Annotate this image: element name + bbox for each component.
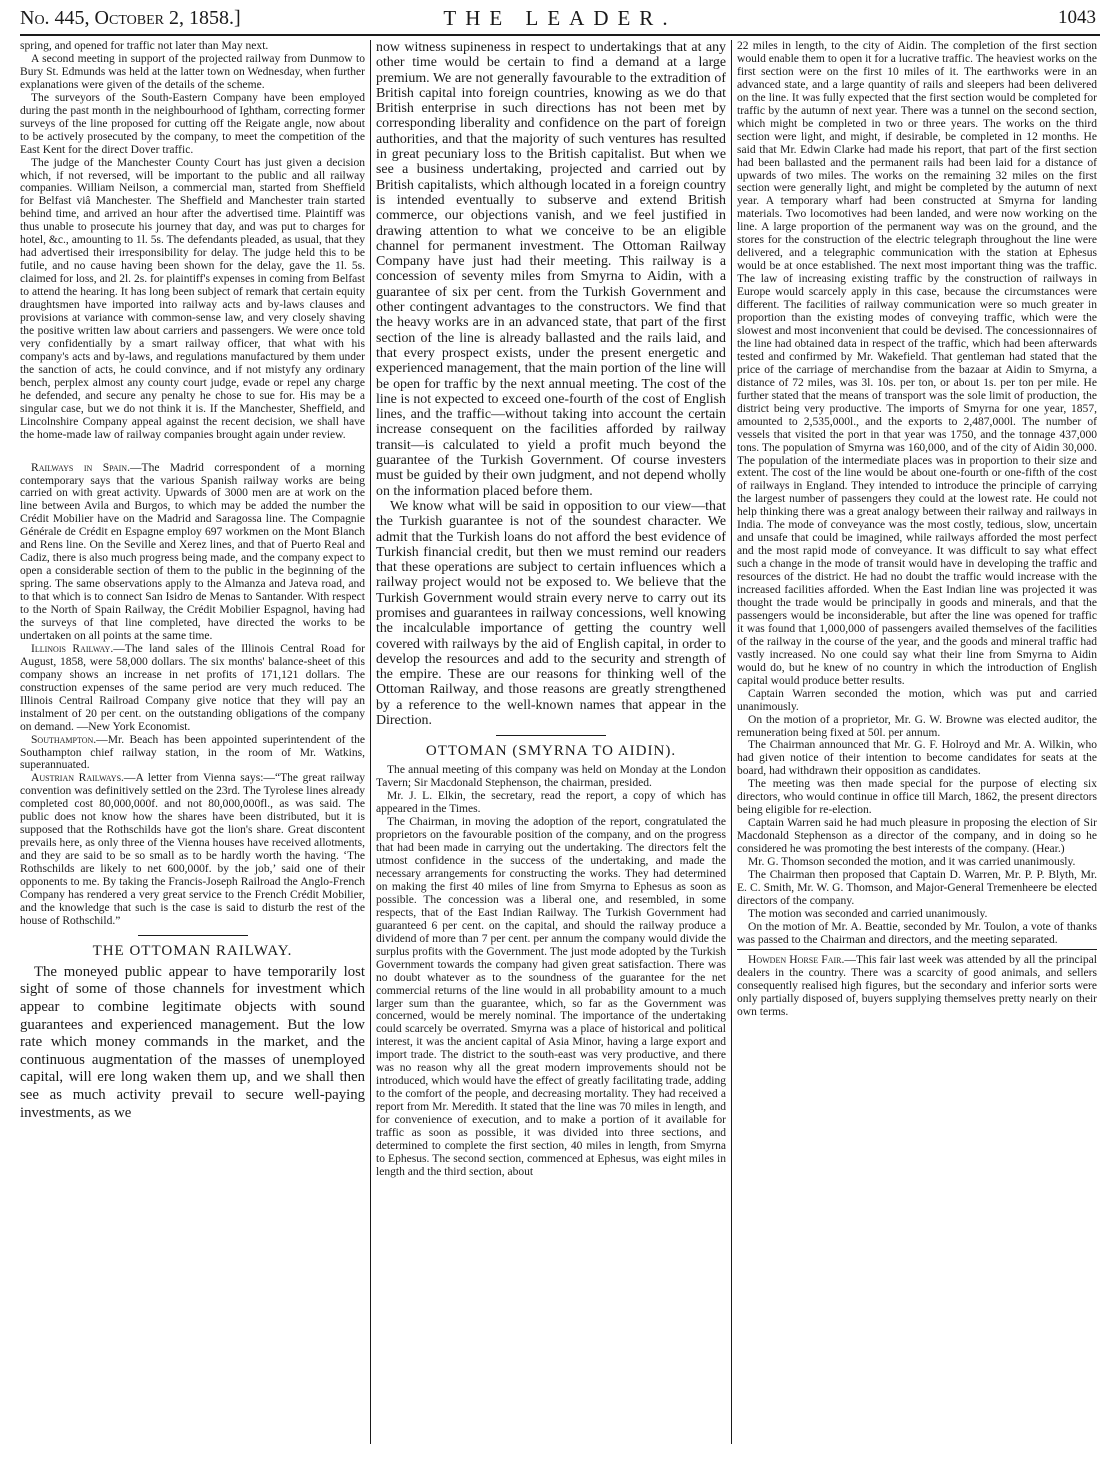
paragraph: The Chairman, in moving the adoption of the report, congratulated the proprietors on the favourable position of the company, and on the progress that had been made in carrying out the undertaking. The directors felt the utmost confidence in the success of the undertaking, and made the necessary arrangements for constructing the works. They had determined on making the first 40 miles of line from Smyrna to Ephesus as soon as possible. The concession was a liberal one, and resembled, in some respects, that of the East Indian Railway. The Turkish Government had guaranteed 6 per cent. on the capital, and should the railway produce a dividend of more than 7 per cent. per annum the company would divide the surplus profits with the Government. The just mode adopted by the Turkish Government towards the company had given great satisfaction. There was no doubt whatever as to the soundness of the guarantee for the net commercial returns of the line would in all probability amount to a much larger sum than the guarantee, which, so far as the Government was concerned, would be merely nominal. The importance of the undertaking could scarcely be overrated. Smyrna was a place of historical and political interest, it was the ancient capital of Asia Minor, having a large export and import trade. The district to the south-east was very productive, and there was no reason why all the great modern improvements should not be introduced, which would have the effect of greatly facilitating trade, adding to the comfort of the people, and decreasing mortality. They had received a report from Mr. Meredith. It stated that the line was 70 miles in length, and for convenience of execution, and to make a portion of it available for traffic as soon as possible, it was divided into three sections, and determined to complete the first section, 40 miles in length, from Smyrna to Ephesus. The second section, commenced at Ephesus, was eight miles in length and the third section, about — [376, 816, 726, 1178]
paragraph: The Chairman announced that Mr. G. F. Holroyd and Mr. A. Wilkin, who had given notice of their intention to become candidates for seats at the board, had withdrawn their opposition as candidates. — [737, 739, 1097, 778]
paragraph: now witness supineness in respect to undertakings that at any other time would be certain to find a demand at a large premium. We are not generally favourable to the extradition of British capital into foreign countries, knowing as we do that British enterprise in such directions has not been met by corresponding liberality and confidence on the part of foreign authorities, and that the majority of such ventures has resulted in great pecuniary loss to the British capitalist. But when we see a business undertaking, projected and carried out by British capitalists, which although located in a foreign country is intended eventually to subserve and extend British commerce, our objections vanish, and we feel justified in drawing attention to what we conceive to be an eligible channel for permanent investment. The Ottoman Railway Company have just had their meeting. This railway is a concession of seventy miles from Smyrna to Aidin, with a guarantee of six per cent. from the Turkish Government and other contingent advantages to the constructors. We find that the heavy works are in an advanced state, that part of the first section of the line is already ballasted and the rails laid, and that every prospect exists, under the present energetic and experienced management, that the main portion of the line will be open for traffic by the next annual meeting. The cost of the line is not expected to exceed one-fourth of the cost of English lines, and the traffic—without taking into account the certain increase consequent on the facilities afforded by railway transit—is calculated to yield a profit much beyond the guarantee of the Turkish Government. Of course investers must be guided by their own judgment, and not depend wholly on the information placed before them. — [376, 40, 726, 499]
paragraph: Captain Warren said he had much pleasure in proposing the election of Sir Macdonald Stephenson as a director of the company, and in doing so he considered he was promoting the best interests of the company. (Hear.) — [737, 817, 1097, 856]
article-body: —Mr. Beach has been appointed superintendent of the Southampton chief railway station, in the room of Mr. Watkins, superannuated. — [20, 733, 365, 772]
paragraph: Mr. G. Thomson seconded the motion, and it was carried unanimously. — [748, 856, 1076, 869]
paragraph: 22 miles in length, to the city of Aidin. The completion of the first section would enable them to open it for a lucrative traffic. The heaviest works on the first section were on the first 10 miles of it. The earthworks were in an advanced state, and a large quantity of rails and sleepers had been delivered on the line. It was fully expected that the first section would be completed for traffic by the autumn of next year. There was a tunnel on the second section, which might be completed in two or three years. The works on the third section were light, and might, if desirable, be completed in 12 months. He said that Mr. Edwin Clarke had made his report, that part of the first section had been ballasted and the permanent rails had been laid for a distance of upwards of two miles. The works on the remaining 32 miles on the first section were generally light, and might be completed by the autumn of next year. A temporary wharf had been constructed at Smyrna for landing materials. Two locomotives had been landed, and were now working on the line. A large proportion of the permanent way was on the ground, and the stores for the construction of the electric telegraph throughout the line were delivered, and a telegraphic communication with the station at Ephesus would be at once established. The next most important thing was the traffic. The law of increasing existing traffic by the construction of railways in Europe would scarcely apply in this case, because the circumstances were different. The facilities of railway communication were so much greater in proportion than the existing modes of conveying traffic, which were the slowest and most inconvenient that could be devised. The concessionnaires of the line had obtained data in respect of the traffic, which had been afterwards tested and confirmed by Mr. Wakefield. That gentleman had stated that the price of the carriage of merchandise from the bazaar at Aidin to Smyrna, a distance of 72 miles, was 3l. 10s. per ton, or about 1s. per ton per mile. He further stated that the means of transport was the sole limit of production, the district being very productive. The imports of Smyrna for one year, 1857, amounted to 2,535,000l., and the exports to 2,487,000l. The number of vessels that visited the port in that year was 1750, and the tonnage 437,000 tons. The population of Smyrna was 160,000, and of the city of Aidin 30,000. The population of the intermediate places was in proportion to their size and extent. The cost of the line would be about one-fourth or one-fifth of the cost of railways in England. They intended to introduce the principle of carrying the largest number of passengers they could at the lowest rate. He could not help thinking there was a great analogy between their railway and railways in India. The mode of conveyance was the most costly, tedious, slow, uncertain and unsafe that could be imagined, while railways afforded the most perfect and the most rapid mode of conveyance. It was difficult to say what effect such a change in the mode of transit would have in developing the traffic and resources of the district. He had no doubt the traffic would increase with the increased facilities afforded. When the East Indian line was projected it was thought the trade would be principally in goods and minerals, and that the passengers would be inconsiderable, but after the line was opened for traffic it was found that 1,000,000 of passengers availed themselves of the facilities of the railway in the course of the year, and the goods and mineral traffic had vastly increased. No one could say what their line from Smyrna to Aidin would do, but he knew of no country in which the introduction of English capital would produce better results. — [737, 40, 1097, 687]
paragraph: A second meeting in support of the projected railway from Dunmow to Bury St. Edmunds was held at the latter town on Wednesday, when further explanations were given of the details of the scheme. — [20, 52, 365, 91]
paragraph: The motion was seconded and carried unanimously. — [748, 907, 988, 920]
section-divider — [138, 935, 248, 936]
paragraph: The moneyed public appear to have temporarily lost sight of some of those channels for investment which appear to combine legitimate objects with sound guarantees and experienced management. But the low rate which money commands in the market, and the continuous augmentation of the masses of unemployed capital, will ere long waken them up, and we shall then see as much activity prevail to secure well-paying investments, as we — [20, 963, 365, 1121]
article-southampton — [20, 734, 365, 773]
article-body: —The Madrid correspondent of a morning contemporary says that the various Spanish railway works are being carried on with great activity. Upwards of 3000 men are at work on the line between Avila and Burgos, to which may be added the number the Crédit Mobilier have on the Madrid and Saragossa line. The Compagnie Générale de Crédit en Espagne employ 697 workmen on the Mont Blanch and Rens line. On the Seville and Xerez lines, and that of Puerto Real and Cadiz, there is also much progress being made, and the company expect to open a considerable section of them to the public in the beginning of the spring. The same observations apply to the Almanza and Jateva road, and to that which is to connect San Isidro de Menas to Santander. With respect to the North of Spain Railway, the Crédit Mobilier Espagnol, having had the surveys of that line completed, have directed the works to be undertaken on all points at the same time. — [20, 461, 365, 642]
section-divider — [737, 949, 1097, 950]
article-howden — [737, 954, 1097, 1019]
paragraph: spring, and opened for traffic not later than May next. — [20, 40, 269, 52]
column-rule-2 — [731, 40, 732, 1444]
issue-date: No. 445, October 2, 1858.] — [20, 7, 241, 29]
paragraph: The meeting was then made special for the purpose of electing six directors, who would continue in office till March, 1862, the present directors being eligible for re-election. — [737, 778, 1097, 817]
paragraph: The judge of the Manchester County Court has just given a decision which, if not reversed, will be important to the public and all railway companies. William Neilson, a commercial man, started from Sheffield for Belfast viâ Manchester. The Sheffield and Manchester train started behind time, and arrived an hour after the advertised time. Plaintiff was thus unable to prosecute his journey that day, and was put to charges for hotel, &c., amounting to 1l. 5s. The defendants pleaded, as usual, that they had advertised their irresponsibility for delay. The judge held this to be futile, and no cause having been shown for the delay, gave the 1l. 5s. claimed for loss, and 2l. 2s. for plaintiff's expenses in coming from Belfast to attend the hearing. It has long been subject of remark that certain equity draughtsmen have imported into railway acts and by-laws clauses and provisions at variance with common-sense law, and very closely shaving the positive written law about carriers and passengers. We were once told very confidentially by a smart railway officer, that what with his company's acts and by-laws, and regulations manufactured by them under the sanction of acts, he could convince, and if not mistyfy any ordinary bench, perplex almost any county court judge, evade or repel any charge he defended, and secure any penalty he chose to sue for. His may be a singular case, but we do not think it is. If the Manchester, Sheffield, and Lincolnshire Company appeal against the recent decision, we shall have the home-made law of railway companies brought again under review. — [20, 156, 365, 441]
paragraph: Mr. J. L. Elkin, the secretary, read the report, a copy of which has appeared in the Times. — [376, 790, 726, 816]
section-heading-smyrna-aidin: OTTOMAN (SMYRNA TO AIDIN). — [425, 743, 677, 760]
column-3 — [737, 40, 1097, 1446]
ottoman-railway-text — [20, 964, 365, 1122]
article-illinois — [20, 643, 365, 734]
column-rule-1 — [370, 40, 371, 1444]
paragraph: The Chairman then proposed that Captain D. Warren, Mr. P. P. Blyth, Mr. E. C. Smith, Mr. W. G. Thomson, and Major-General Tremenheere be elected directors of the company. — [737, 869, 1097, 907]
section-heading-ottoman-railway: THE OTTOMAN RAILWAY. — [92, 942, 293, 959]
article-heading: Austrian Railways. — [31, 772, 124, 785]
article-body: —A letter from Vienna says:—“The great railway convention was definitively settled on the 23rd. The Tyrolese lines already completed cost 80,000,000f. and not 80,000,000fl., as was said. The public does not know how the shares have been distributed, but it is supposed that the Rothschilds have got the lion's share. Great discontent prevails here, as only three of the Vienna houses have received allotments, and they are said to be so small as to be hardly worth the having. ‘The Rothschilds are likely to net 600,000f. by the job,’ said one of their opponents to me. By taking the Francis-Joseph Railroad the Anglo-French Company has rendered a very great service to the French Crédit Mobilier, and the knowledge that such is the case is said to disturb the rest of the house of Rothschild.” — [20, 772, 365, 927]
paragraph: On the motion of Mr. A. Beattie, seconded by Mr. Toulon, a vote of thanks was passed to the Chairman and directors, and the meeting separated. — [737, 920, 1097, 946]
section-divider — [496, 735, 606, 736]
article-body: —The land sales of the Illinois Central Road for August, 1858, were 58,000 dollars. The six months' balance-sheet of this company shows an increase in net profits of 171,121 dollars. The construction expenses of the same period are very much reduced. The Illinois Central Railroad Company give notice that they will pay an instalment of 20 per cent. on the outstanding obligations of the company on demand. —New York Economist. — [20, 642, 365, 733]
article-body: —This fair last week was attended by all the principal dealers in the country. There was a scarcity of good animals, and sellers consequently realised high figures, but the secondary and inferior sorts were only partially disposed of, buyers supplying themselves pretty nearly on their own terms. — [737, 953, 1097, 1018]
article-spain — [20, 462, 365, 643]
paragraph: We know what will be said in opposition to our view—that the Turkish guarantee is not of the soundest character. We admit that the Turkish loans do not afford the best evidence of Turkish financial credit, but then we must remind our readers that these operations are subject to certain influences which a railway project would not be exposed to. We believe that the Turkish Government would strain every nerve to carry out its promises and guarantees in railway concessions, well knowing the incalculable importance of getting the country well covered with railways by the aid of English capital, in order to develop the resources and add to the security and strength of the empire. These are our reasons for thinking well of the Ottoman Railway, and those reasons are greatly strengthened by a reference to the well-known names that appear in the Direction. — [376, 498, 726, 729]
article-heading: Illinois Railway. — [31, 642, 114, 655]
column-2 — [376, 40, 726, 1446]
paragraph: On the motion of a proprietor, Mr. G. W. Browne was elected auditor, the remuneration being fixed at 50l. per annum. — [737, 713, 1097, 739]
paragraph: Captain Warren seconded the motion, which was put and carried unanimously. — [737, 687, 1097, 713]
paragraph: The surveyors of the South-Eastern Company have been employed during the past month in the neighbourhood of Ightham, correcting former surveys of the line proposed for cutting off the Reigate angle, now about to be actively prosecuted by the company, to meet the competition of the East Kent for the direct Dover traffic. — [20, 91, 365, 156]
page-number: 1043 — [1058, 7, 1096, 28]
article-heading: Howden Horse Fair. — [748, 953, 845, 966]
ottoman-railway-continued — [376, 40, 726, 728]
paragraph: The annual meeting of this company was held on Monday at the London Tavern; Sir Macdonald Stephenson, the chairman, presided. — [376, 764, 726, 790]
spacer — [20, 442, 365, 462]
article-heading: Southampton. — [31, 733, 97, 746]
article-heading: Railways in Spain. — [31, 461, 130, 474]
column-1 — [20, 40, 365, 1446]
article-austrian — [20, 772, 365, 927]
masthead — [20, 0, 1100, 36]
newspaper-title: THE LEADER. — [443, 6, 677, 30]
